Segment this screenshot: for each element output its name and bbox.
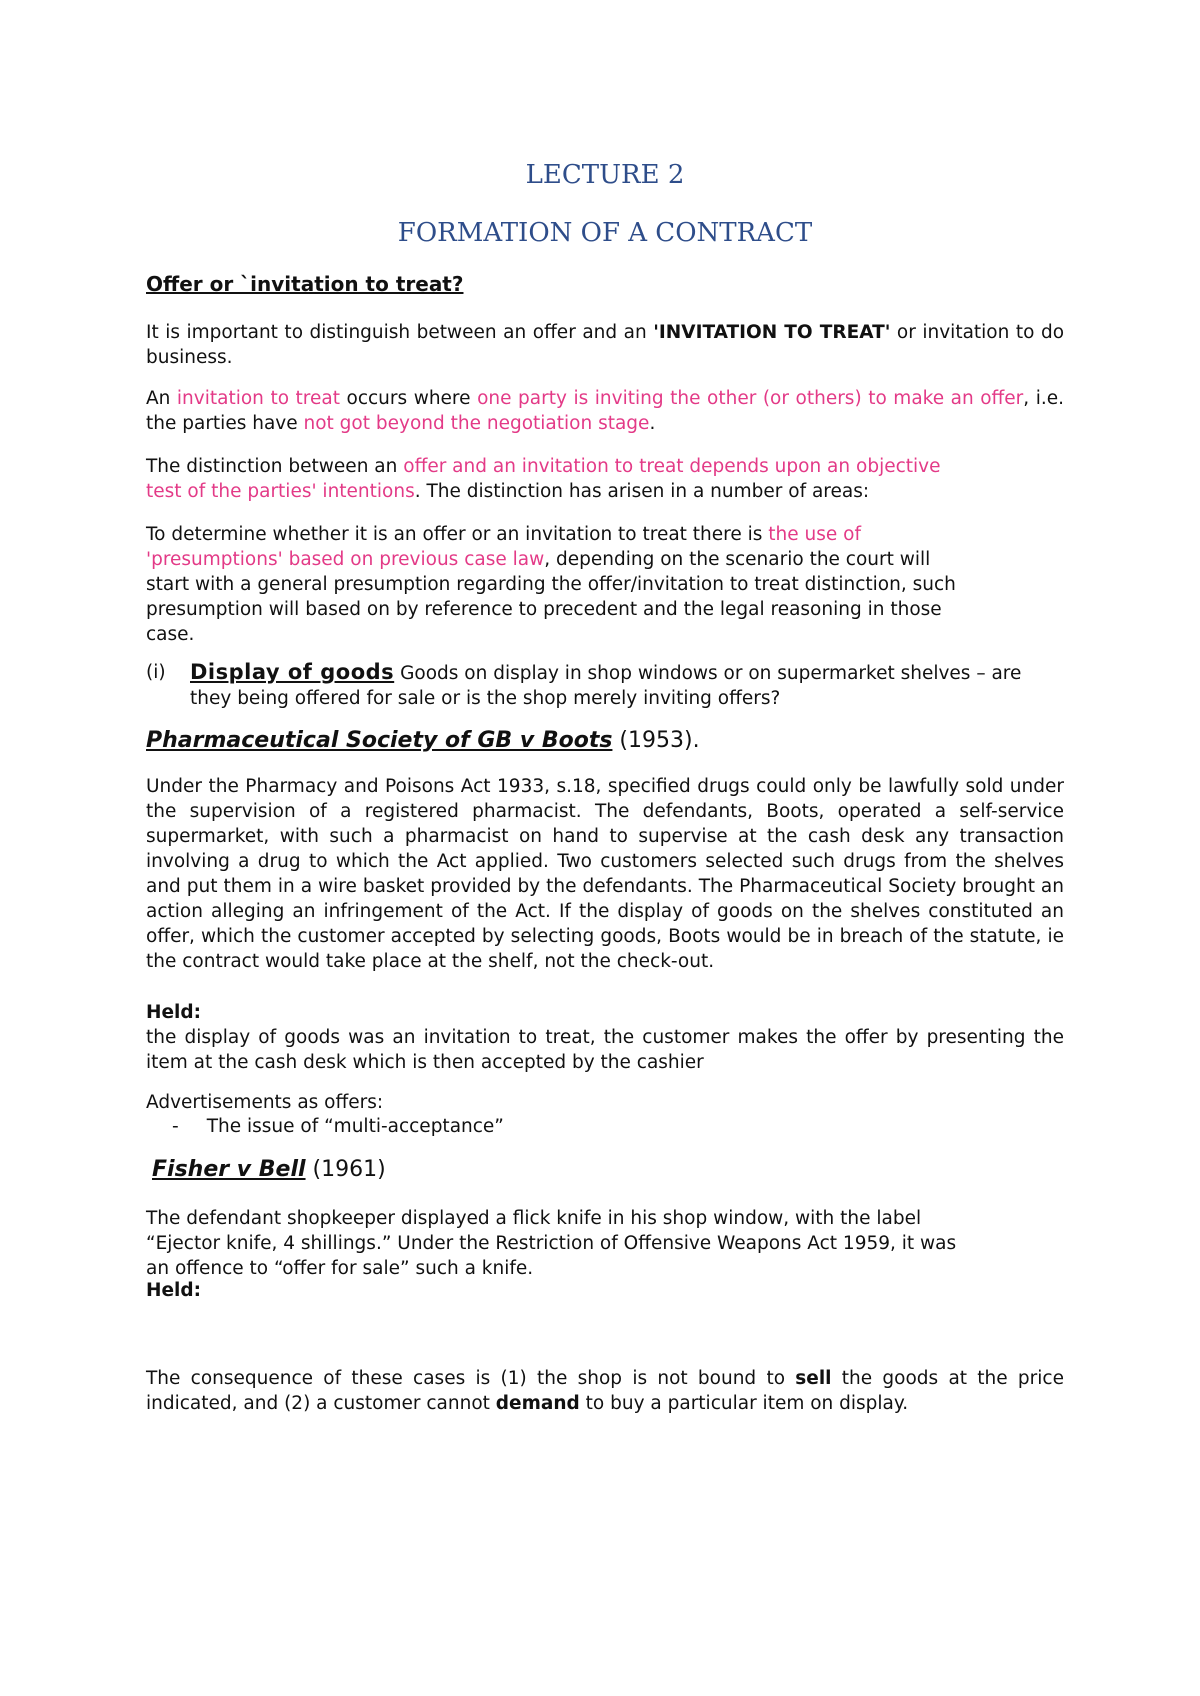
p3-t2: . The distinction has arisen in a number of areas: [414,481,870,502]
p1-bold: 'INVITATION TO TREAT' [653,322,891,343]
cons-t1: The consequence of these cases is (1) the shop is not bound to [146,1368,796,1389]
display-of-goods-heading: Display of goods [190,660,395,684]
paragraph-1 [146,320,1064,370]
multi-acceptance-item [172,1114,1090,1139]
advertisements-label: Advertisements as offers: [146,1092,384,1113]
case-end: . [692,728,700,753]
multi-acceptance-text: The issue of “multi-acceptance” [206,1116,504,1137]
dash: - [172,1116,179,1137]
lecture-title: LECTURE 2 [525,160,685,190]
case-heading-boots [146,728,700,753]
p2-h1: invitation to treat [176,388,340,409]
p4-h1: the use of 'presumptions' based on previous case law [146,524,861,570]
held-label-2: Held: [146,1280,202,1301]
paragraph-3 [146,454,966,504]
p1-tail: or invitation to do business. [146,322,1065,368]
p2-h3: not got beyond the negotiation stage [303,413,650,434]
cons-b1: sell [795,1368,832,1389]
case2-name: Fisher v Bell [152,1157,306,1182]
case-name: Pharmaceutical Society of GB v Boots [146,728,613,753]
paragraph-4 [146,522,976,647]
p2-h2: one party is inviting the other (or others) to make an offer [477,388,1024,409]
formation-title: FORMATION OF A CONTRACT [397,218,813,248]
held-text: the display of goods was an invitation to treat, the customer makes the offer by presenting the item at the cash desk which is then accepted by the cashier [146,1027,1064,1073]
consequence-paragraph [146,1366,1064,1416]
p4-t2: , depending on the scenario the court will start with a general presumption regarding the offer/invitation to treat distinction, such presumption will based on by reference to precedent and the legal reasoning in those case. [146,549,956,645]
case2-year: (1961) [305,1157,386,1182]
p1-text: It is important to distinguish between an offer and an [146,322,654,343]
p4-t1: To determine whether it is an offer or an invitation to treat there is [146,524,769,545]
case-heading-fisher [152,1157,386,1182]
paragraph-2 [146,386,1064,436]
p3-h1: offer and an invitation to treat depends upon an objective test of the parties' intentions [146,456,941,502]
boots-held [146,1000,1064,1075]
p2-t3: , i.e. the parties have [146,388,1064,434]
cons-b2: demand [495,1393,580,1414]
p2-t4: . [649,413,656,434]
fisher-held [146,1278,1064,1303]
list-body [190,660,1064,711]
display-of-goods-text: Goods on display in shop windows or on supermarket shelves – are they being offered for sale or is the shop merely inviting offers? [190,663,1022,709]
p2-t1: An [146,388,177,409]
p3-t1: The distinction between an [146,456,404,477]
held-label: Held: [146,1002,202,1023]
p2-t2: occurs where [339,388,478,409]
case-year: (1953) [612,728,693,753]
fisher-facts: The defendant shopkeeper displayed a flick knife in his shop window, with the label “Ejector knife, 4 shillings.” Under the Restriction of Offensive Weapons Act 1959, it was an offence to “offer for sale” such a knife. [146,1208,957,1279]
cons-t3: to buy a particular item on display. [579,1393,909,1414]
list-number: (i) [146,662,166,683]
offer-heading: Offer or `invitation to treat? [146,272,464,296]
boots-facts: Under the Pharmacy and Poisons Act 1933, s.18, specified drugs could only be lawfully sold under the supervision of a registered pharmacist. The defendants, Boots, operated a self-service supermarket, with such a pharmacist on hand to supervise at the cash desk any transaction involving a drug to which the Act applied. Two customers selected such drugs from the shelves and put them in a wire basket provided by the defendants. The Pharmaceutical Society brought an action alleging an infringement of the Act. If the display of goods on the shelves constituted an offer, which the customer accepted by selecting goods, Boots would be in breach of the statute, ie the contract would take place at the shelf, not the check-out. [146,776,1064,972]
cons-t2: the goods at the price indicated, and (2) a customer cannot [146,1368,1064,1414]
